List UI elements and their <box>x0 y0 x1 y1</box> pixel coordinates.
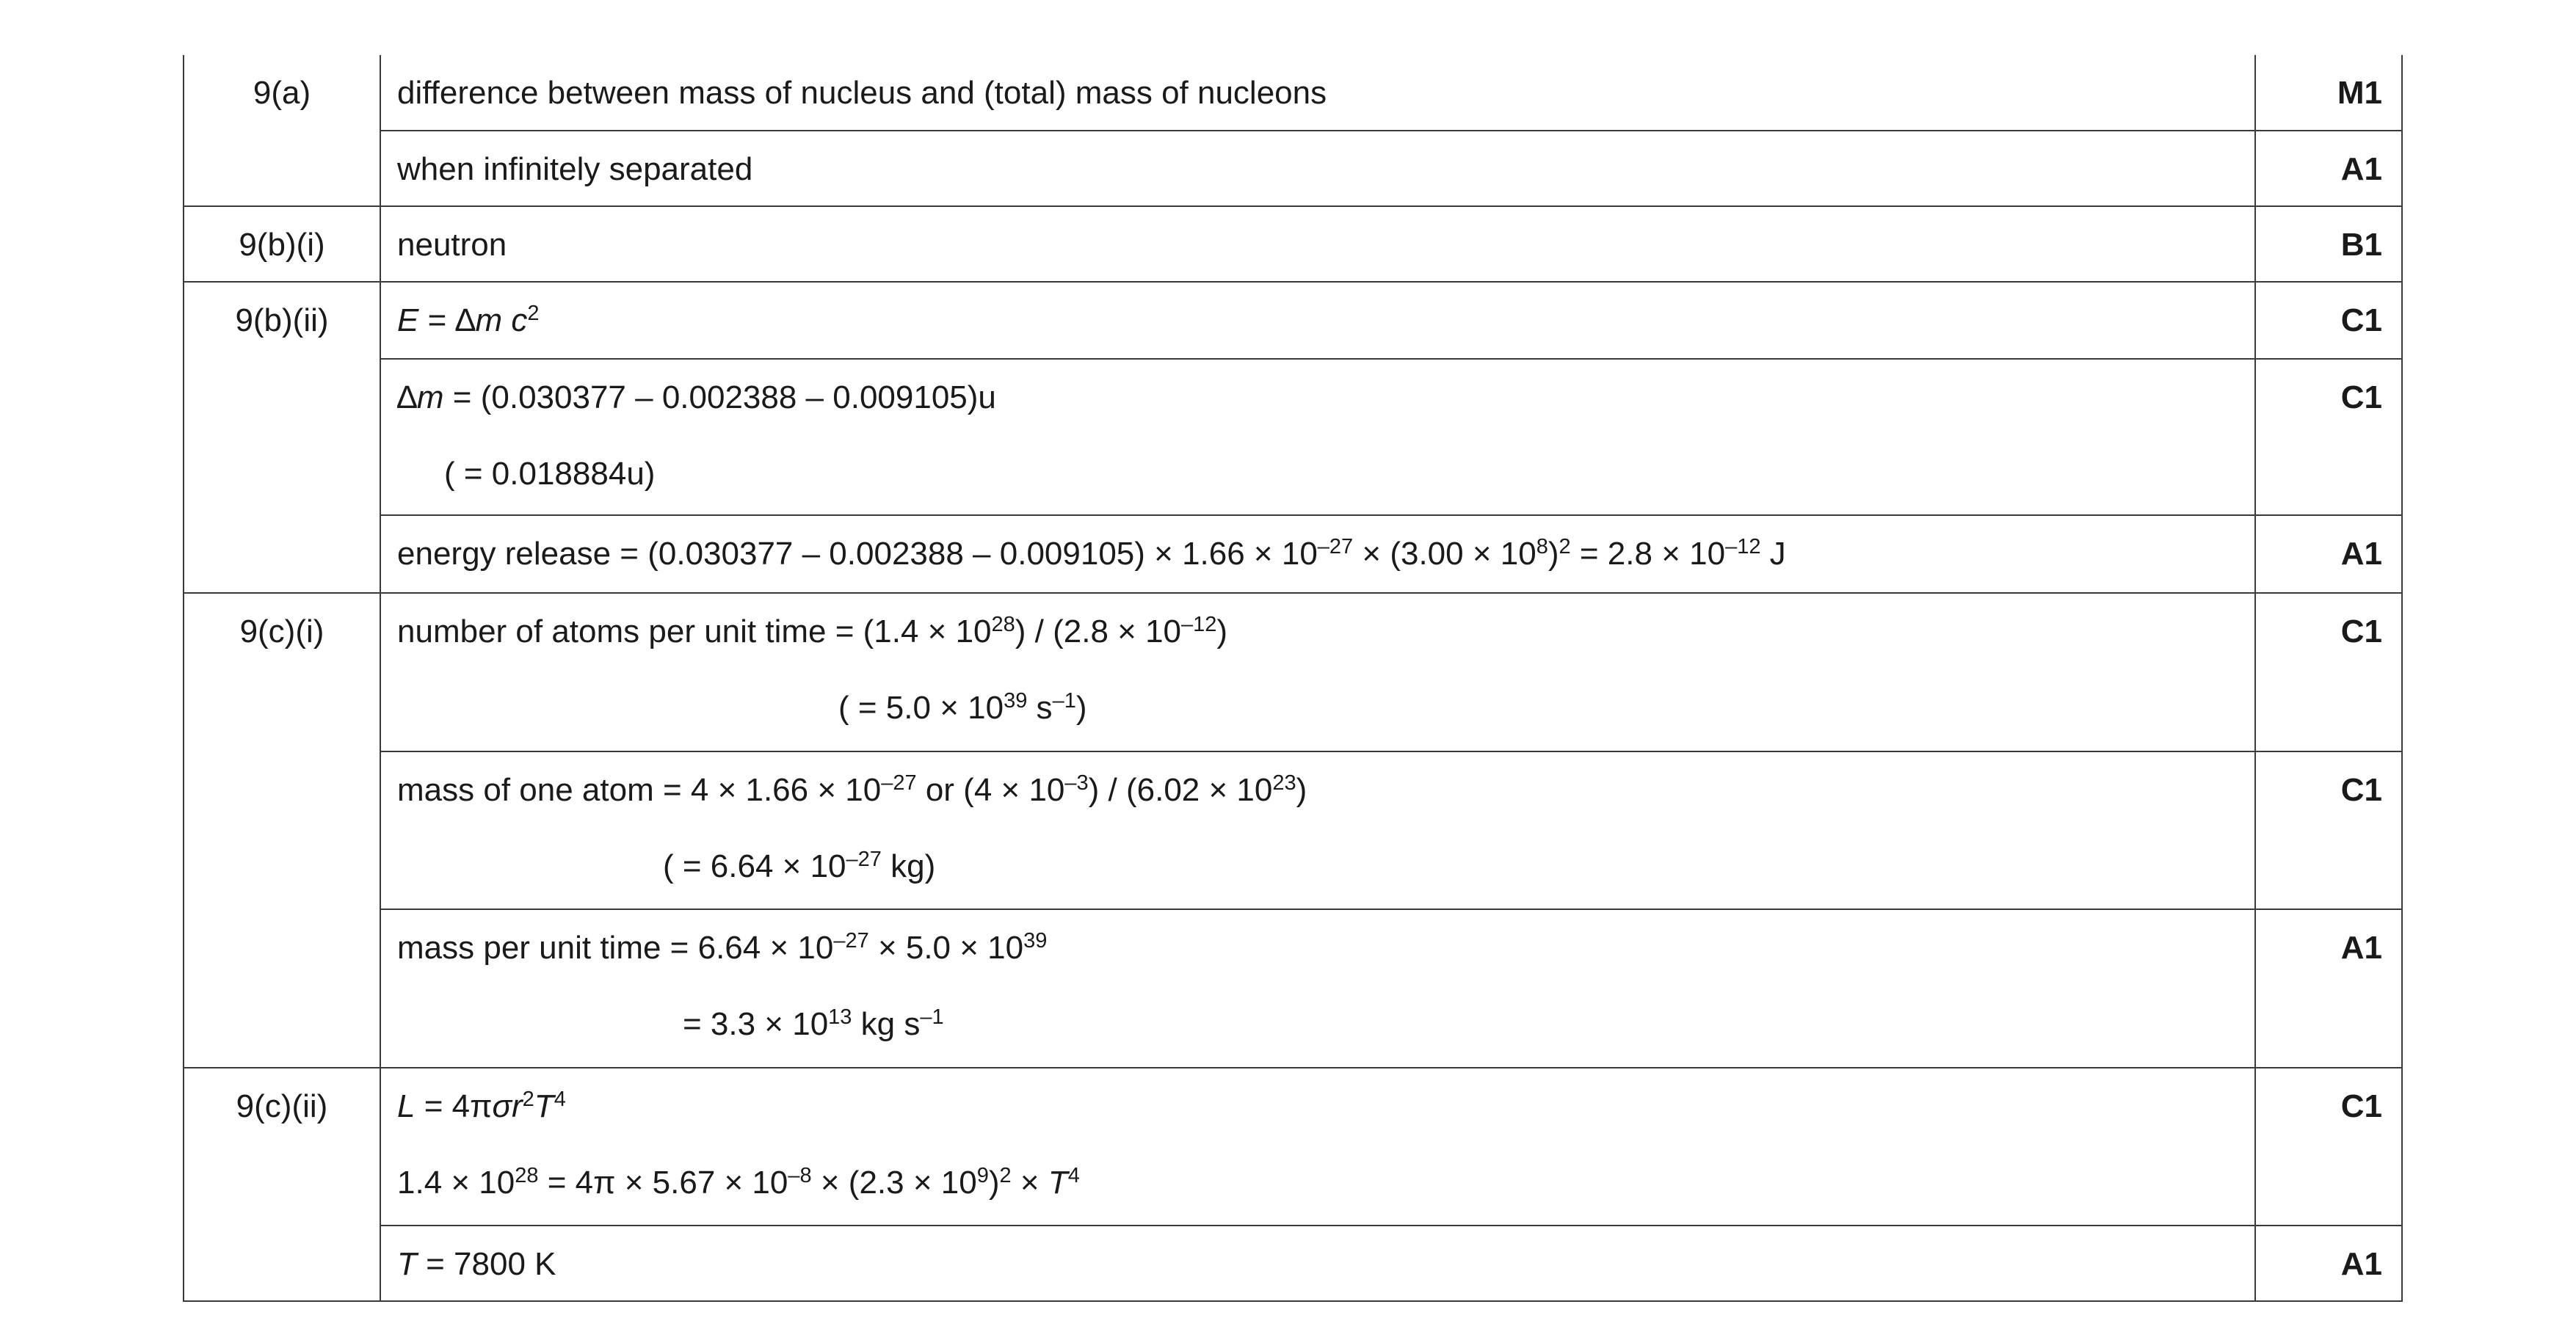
question-number: 9(c)(ii) <box>184 1068 380 1301</box>
answer-cell: T = 7800 K <box>380 1226 2255 1301</box>
answer-line: mass of one atom = $4 \times 1.66 \times 10^{-27}$ or $(4 \times 10^{-3}) / (6.02 \times 10^{23})$ <box>397 771 1307 808</box>
answer-cell: when infinitely separated <box>380 131 2255 206</box>
mark-cell: M1 <box>2255 55 2402 131</box>
table-row <box>184 593 2402 751</box>
question-number: 9(c)(i) <box>184 593 380 1068</box>
answer-cell <box>380 359 2255 515</box>
mark-cell: C1 <box>2255 282 2402 359</box>
table-row <box>184 751 2402 909</box>
table-row <box>184 359 2402 515</box>
answer-line: = $3.3 \times 10^{13}$ kg $s^{-1}$ <box>683 1005 944 1042</box>
answer-cell: E = ∆m $c^2$ <box>380 282 2255 359</box>
table-row <box>184 282 2402 359</box>
answer-line: $L = 4\pi\sigma r^2T^4$ <box>397 1088 566 1124</box>
table-row <box>184 206 2402 282</box>
mark-cell: A1 <box>2255 131 2402 206</box>
mark-cell: A1 <box>2255 1226 2402 1301</box>
answer-cell <box>380 1068 2255 1226</box>
answer-line: mass per unit time = $6.64 \times 10^{-27} \times 5.0 \times 10^{39}$ <box>397 929 1048 966</box>
mark-cell: C1 <box>2255 1068 2402 1226</box>
question-number: 9(b)(i) <box>184 206 380 282</box>
answer-cell <box>380 751 2255 909</box>
question-number: 9(b)(ii) <box>184 282 380 593</box>
mark-cell: C1 <box>2255 359 2402 515</box>
answer-line: ( = 0.018884u) <box>444 456 656 492</box>
answer-line: number of atoms per unit time = $(1.4 \times 10^{28}) / (2.8 \times 10^{-12})$ <box>397 613 1228 649</box>
answer-line: $1.4 \times 10^{28} = 4\pi \times 5.67 \times 10^{-8} \times (2.3 \times 10^9)^2 \times T^4$ <box>397 1164 1080 1201</box>
table-row <box>184 1068 2402 1226</box>
answer-cell: difference between mass of nucleus and (total) mass of nucleons <box>380 55 2255 131</box>
mark-cell: A1 <box>2255 515 2402 593</box>
mark-cell: B1 <box>2255 206 2402 282</box>
mark-scheme-table <box>183 55 2403 1302</box>
answer-cell <box>380 593 2255 751</box>
table-row <box>184 131 2402 206</box>
mark-cell: A1 <box>2255 909 2402 1068</box>
answer-cell <box>380 909 2255 1068</box>
table-row <box>184 1226 2402 1301</box>
answer-line: ( = $5.0 \times 10^{39}$ $s^{-1}$) <box>838 689 1087 726</box>
question-number: 9(a) <box>184 55 380 206</box>
table-row <box>184 515 2402 593</box>
answer-line: ( = $6.64 \times 10^{-27}$ kg) <box>663 848 936 884</box>
table-row <box>184 55 2402 131</box>
answer-cell: energy release = $(0.030377 - 0.002388 - 0.009105) \times 1.66 \times 10^{-27} \times (3.00 \times 10^8)^2 = 2.8 \times 10^{-12}$ J <box>380 515 2255 593</box>
table-row <box>184 909 2402 1068</box>
answer-cell: neutron <box>380 206 2255 282</box>
mark-cell: C1 <box>2255 751 2402 909</box>
answer-line: ∆m = (0.030377 – 0.002388 – 0.009105)u <box>397 379 996 415</box>
mark-cell: C1 <box>2255 593 2402 751</box>
